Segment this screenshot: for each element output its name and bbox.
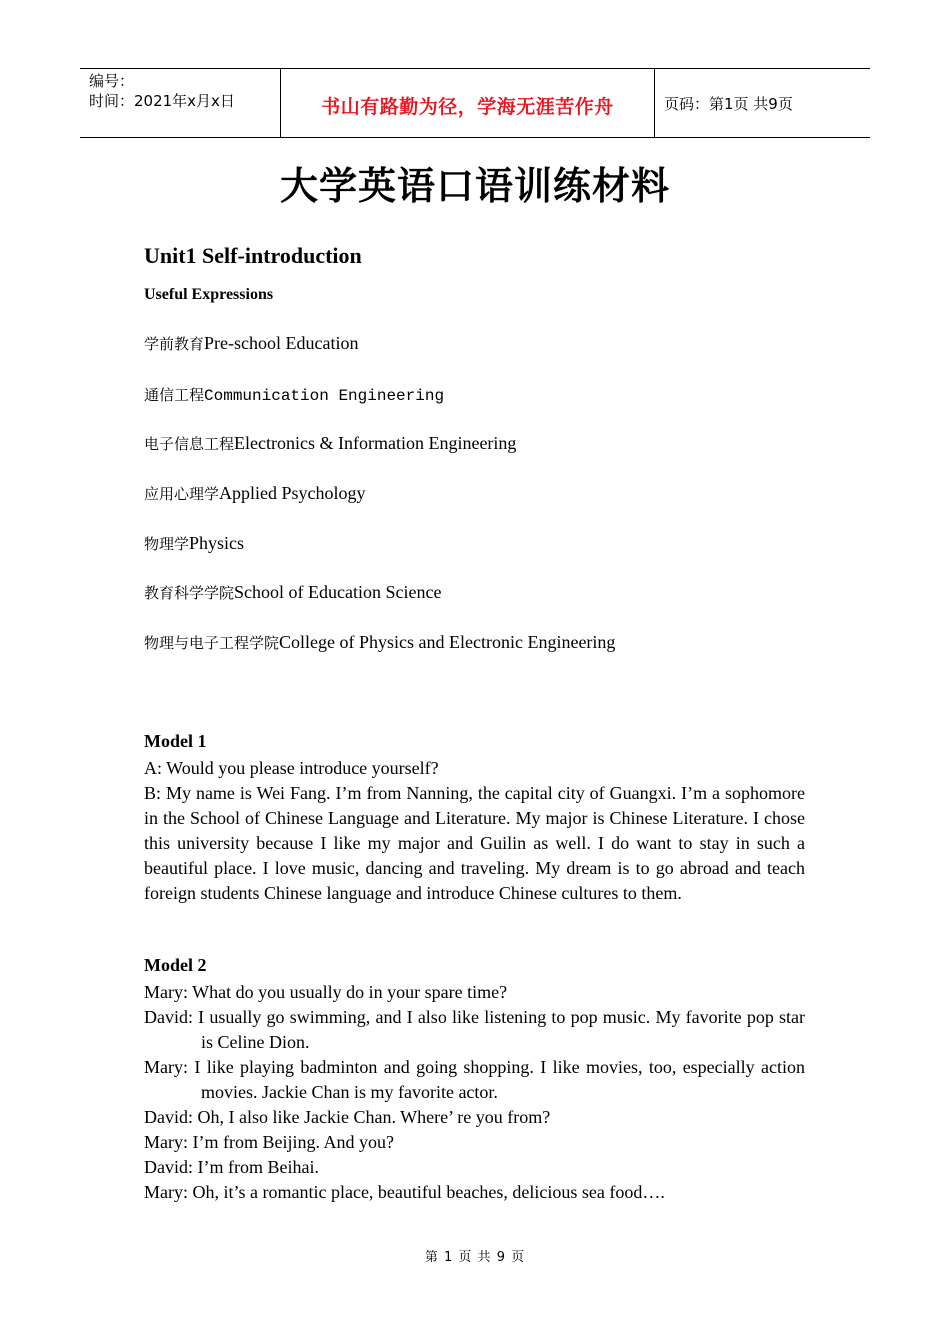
expression-item [144, 333, 358, 354]
expression-item [144, 433, 516, 454]
dialogue-line: Mary: Oh, it’s a romantic place, beautiful beaches, delicious sea food…. [144, 1182, 665, 1202]
expression-item [144, 483, 366, 504]
number-label: 编号： [89, 72, 135, 90]
page-indicator: 页码：第1页 共9页 [664, 95, 793, 113]
expression-item [144, 384, 444, 405]
expression-item [144, 533, 244, 554]
time-label: 时间：2021年x月x日 [89, 92, 235, 110]
model-1-heading: Model 1 [144, 731, 207, 751]
expression-en: Pre-school Education [204, 333, 359, 353]
dialogue-line: Mary: What do you usually do in your spare time? [144, 982, 508, 1002]
expression-en: Physics [189, 533, 245, 553]
page-footer: 第 1 页 共 9 页 [424, 1250, 526, 1265]
motto: 书山有路勤为径，学海无涯苦作舟 [321, 96, 614, 118]
page-header [80, 68, 870, 138]
expression-zh: 物理学 [144, 535, 190, 553]
expression-en: College of Physics and Electronic Engineering [279, 632, 616, 652]
dialogue-line: David: I usually go swimming, and I also like listening to pop music. My favorite pop star is Celine Dion. [144, 1007, 805, 1052]
model-1-answer: B: My name is Wei Fang. I’m from Nanning, the capital city of Guangxi. I’m a sophomore in the School of Chinese Language and Literature. My major is Chinese Literature. I chose this university because I like my major and Guilin as well. I do want to stay in such a beautiful place. I love music, dancing and traveling. My dream is to go abroad and teach foreign students Chinese language and introduce Chinese cultures to them. [144, 783, 805, 903]
expression-en: Applied Psychology [219, 483, 366, 503]
expression-zh: 通信工程 [144, 386, 205, 404]
expression-en: School of Education Science [234, 582, 442, 602]
model-2-dialogue [144, 980, 805, 1205]
expression-item [144, 632, 615, 653]
model-2-heading: Model 2 [144, 955, 207, 975]
dialogue-line: David: I’m from Beihai. [144, 1157, 319, 1177]
expression-item [144, 582, 441, 603]
expression-zh: 物理与电子工程学院 [144, 634, 280, 652]
expression-en: Electronics & Information Engineering [234, 433, 517, 453]
expression-zh: 电子信息工程 [144, 435, 235, 453]
dialogue-line: Mary: I like playing badminton and going shopping. I like movies, too, especially action movies. Jackie Chan is my favorite actor. [144, 1057, 805, 1102]
model-1-question: A: Would you please introduce yourself? [144, 758, 439, 778]
expression-zh: 教育科学学院 [144, 584, 235, 602]
expression-zh: 学前教育 [144, 335, 205, 353]
dialogue-line: David: Oh, I also like Jackie Chan. Where’ re you from? [144, 1107, 551, 1127]
header-page-cell [654, 69, 870, 137]
document-title: 大学英语口语训练材料 [279, 164, 670, 208]
useful-expressions-heading: Useful Expressions [144, 286, 274, 303]
expression-zh: 应用心理学 [144, 485, 220, 503]
expression-en: Communication Engineering [204, 387, 445, 405]
unit-title: Unit1 Self-introduction [144, 243, 362, 268]
header-motto-cell [280, 69, 655, 137]
header-meta-cell [80, 69, 280, 137]
dialogue-line: Mary: I’m from Beijing. And you? [144, 1132, 394, 1152]
